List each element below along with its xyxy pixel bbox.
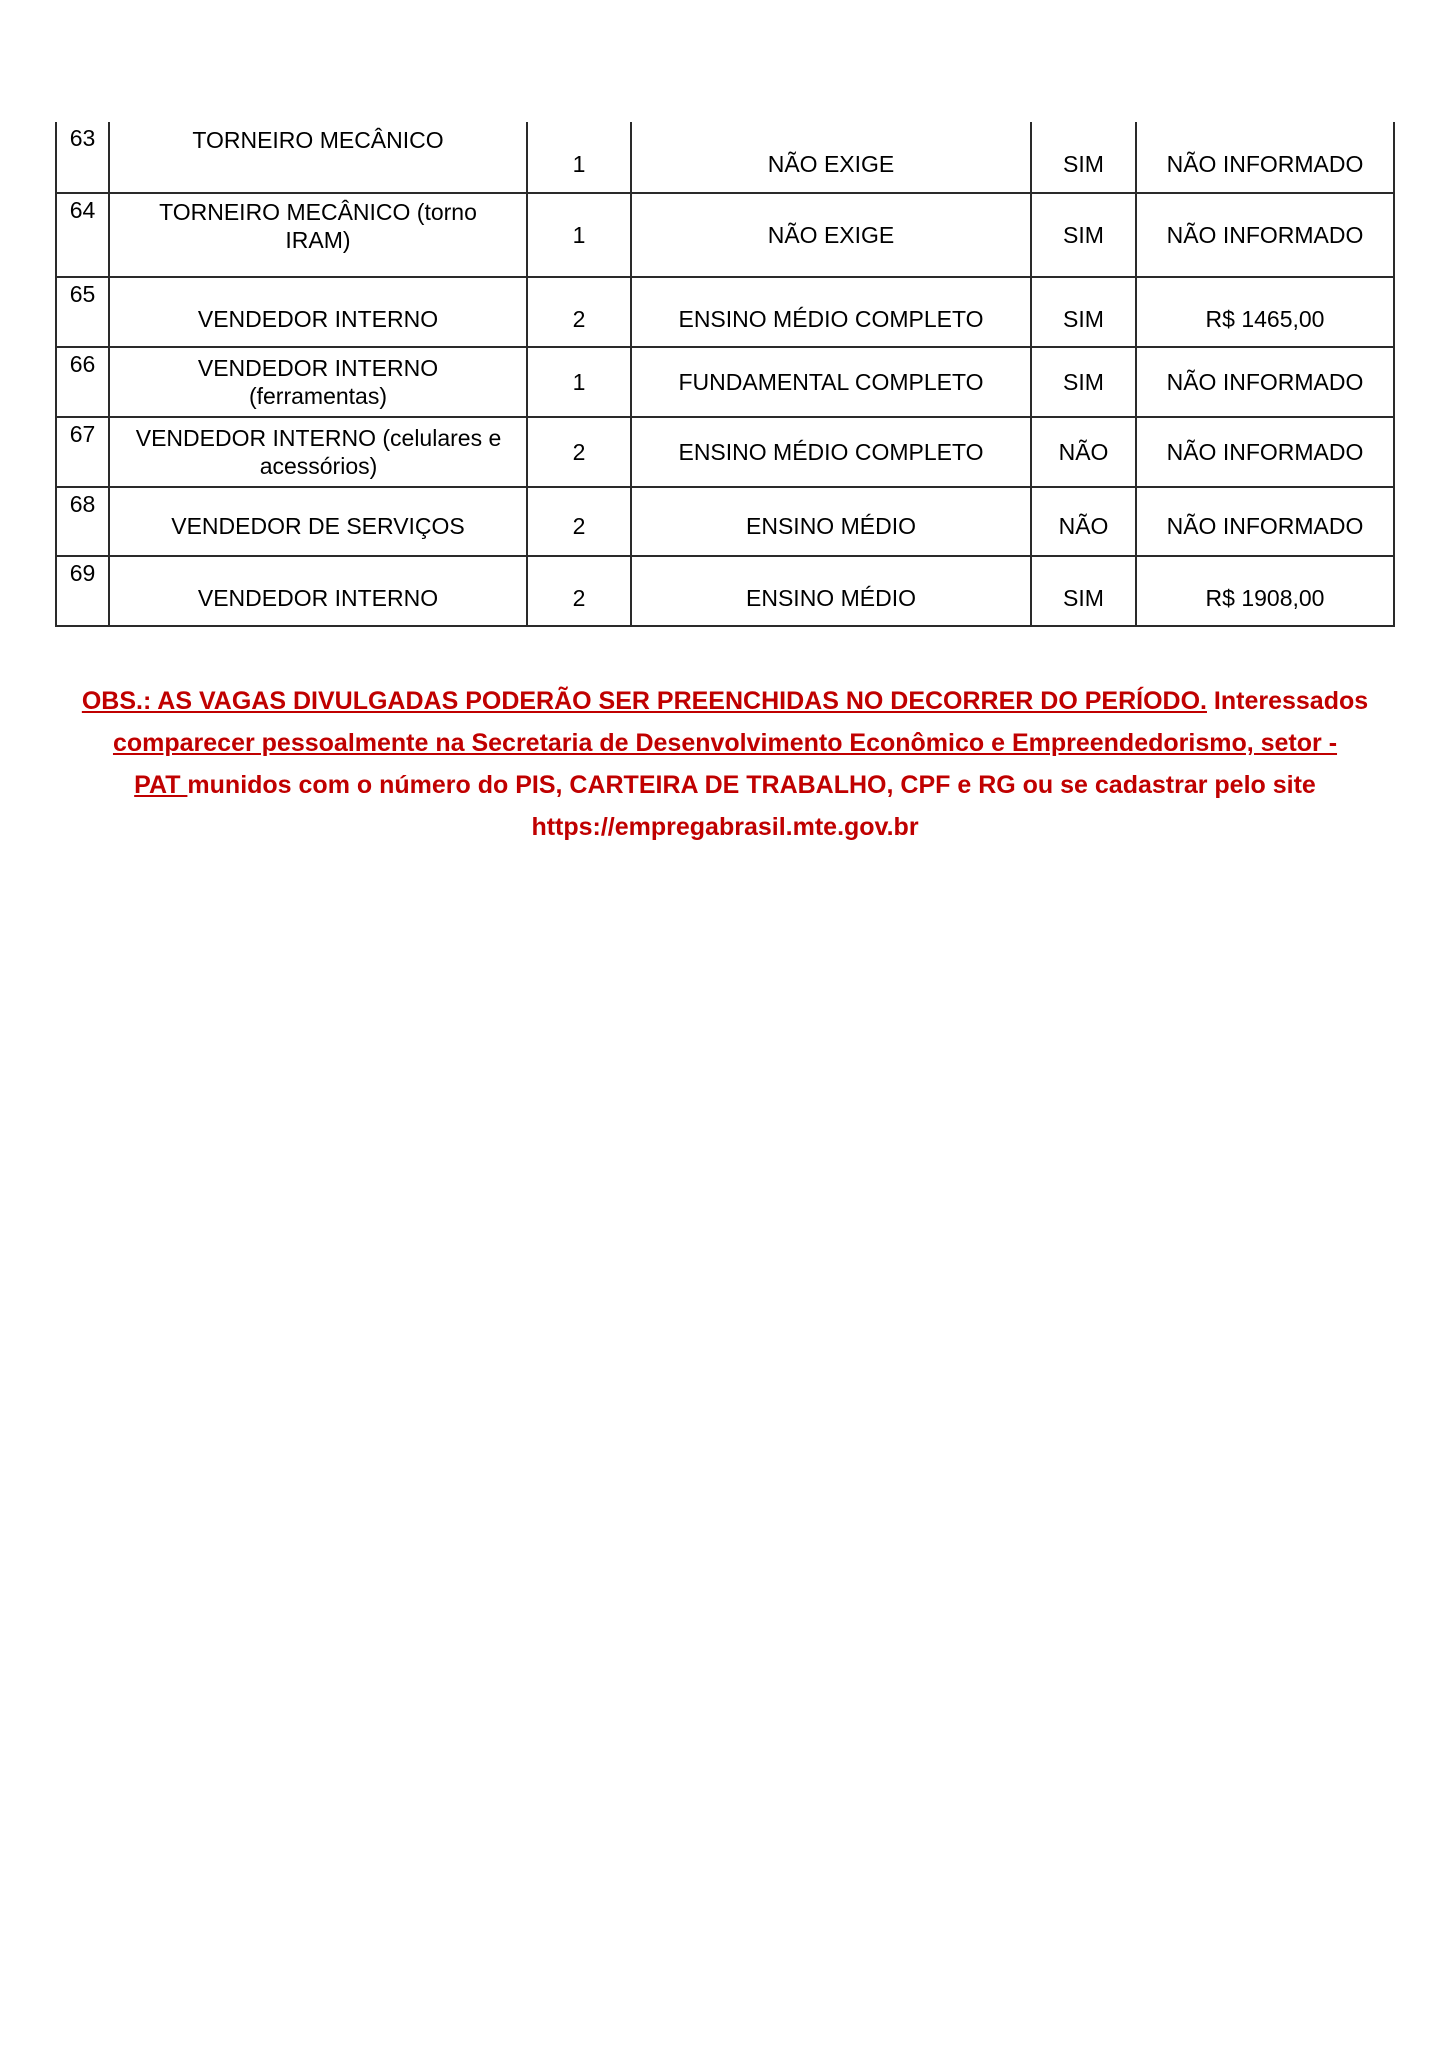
- salary: R$ 1465,00: [1136, 277, 1394, 347]
- salary: NÃO INFORMADO: [1136, 417, 1394, 487]
- table-row: [56, 556, 1394, 626]
- salary: NÃO INFORMADO: [1136, 487, 1394, 556]
- notice-line-1-rest: Interessados: [1206, 687, 1369, 715]
- job-title-text: VENDEDOR DE SERVIÇOS: [171, 512, 465, 539]
- table-row: [56, 417, 1394, 487]
- job-title: [109, 347, 527, 417]
- row-number: 65: [56, 277, 109, 347]
- education-requirement: FUNDAMENTAL COMPLETO: [631, 347, 1031, 417]
- vacancy-count: 1: [527, 193, 631, 277]
- job-title: [109, 122, 527, 193]
- notice-line-1: [60, 680, 1390, 722]
- job-title: [109, 556, 527, 626]
- salary: NÃO INFORMADO: [1136, 347, 1394, 417]
- row-number: 67: [56, 417, 109, 487]
- salary: NÃO INFORMADO: [1136, 122, 1394, 193]
- job-title-text: VENDEDOR INTERNO (celulares e acessórios): [135, 425, 502, 479]
- vacancy-count: 2: [527, 487, 631, 556]
- job-title: [109, 417, 527, 487]
- vacancy-count: 2: [527, 277, 631, 347]
- notice-underlined-heading: OBS.: AS VAGAS DIVULGADAS PODERÃO SER PREENCHIDAS NO DECORRER DO PERÍODO.: [81, 687, 1207, 715]
- job-title: [109, 277, 527, 347]
- table-row: [56, 193, 1394, 277]
- job-title-text: VENDEDOR INTERNO: [197, 585, 439, 611]
- education-requirement: ENSINO MÉDIO COMPLETO: [631, 417, 1031, 487]
- job-title: [109, 487, 527, 556]
- vacancy-count: 1: [527, 122, 631, 193]
- salary: R$ 1908,00: [1136, 556, 1394, 626]
- observation-notice: [60, 680, 1390, 848]
- education-requirement: ENSINO MÉDIO COMPLETO: [631, 277, 1031, 347]
- salary: NÃO INFORMADO: [1136, 193, 1394, 277]
- table-row: [56, 122, 1394, 193]
- education-requirement: ENSINO MÉDIO: [631, 487, 1031, 556]
- vacancy-count: 2: [527, 556, 631, 626]
- table-row: [56, 277, 1394, 347]
- education-requirement: ENSINO MÉDIO: [631, 556, 1031, 626]
- experience-requirement: NÃO: [1031, 417, 1136, 487]
- job-vacancies-table: [55, 122, 1395, 627]
- job-title-text: VENDEDOR INTERNO (ferramentas): [197, 355, 439, 409]
- experience-requirement: SIM: [1031, 347, 1136, 417]
- education-requirement: NÃO EXIGE: [631, 193, 1031, 277]
- experience-requirement: SIM: [1031, 277, 1136, 347]
- job-title-text: TORNEIRO MECÂNICO: [192, 127, 444, 153]
- job-title-text: TORNEIRO MECÂNICO (torno IRAM): [159, 199, 477, 253]
- experience-requirement: SIM: [1031, 193, 1136, 277]
- experience-requirement: SIM: [1031, 556, 1136, 626]
- notice-pat-label: PAT: [134, 771, 188, 799]
- notice-url[interactable]: https://empregabrasil.mte.gov.br: [531, 813, 919, 841]
- row-number: 69: [56, 556, 109, 626]
- job-title-text: VENDEDOR INTERNO: [197, 306, 439, 332]
- notice-line-3: [60, 764, 1390, 806]
- job-title: [109, 193, 527, 277]
- row-number: 66: [56, 347, 109, 417]
- education-requirement: NÃO EXIGE: [631, 122, 1031, 193]
- notice-line-2-text: comparecer pessoalmente na Secretaria de Desenvolvimento Econômico e Empreendedorismo, setor -: [112, 729, 1338, 757]
- table-row: [56, 347, 1394, 417]
- experience-requirement: NÃO: [1031, 487, 1136, 556]
- notice-line-2: [60, 722, 1390, 764]
- notice-line-3-rest: munidos com o número do PIS, CARTEIRA DE TRABALHO, CPF e RG ou se cadastrar pelo site: [187, 771, 1316, 799]
- row-number: 68: [56, 487, 109, 556]
- vacancy-count: 1: [527, 347, 631, 417]
- row-number: 63: [56, 122, 109, 193]
- row-number: 64: [56, 193, 109, 277]
- experience-requirement: SIM: [1031, 122, 1136, 193]
- vacancy-count: 2: [527, 417, 631, 487]
- table-row: [56, 487, 1394, 556]
